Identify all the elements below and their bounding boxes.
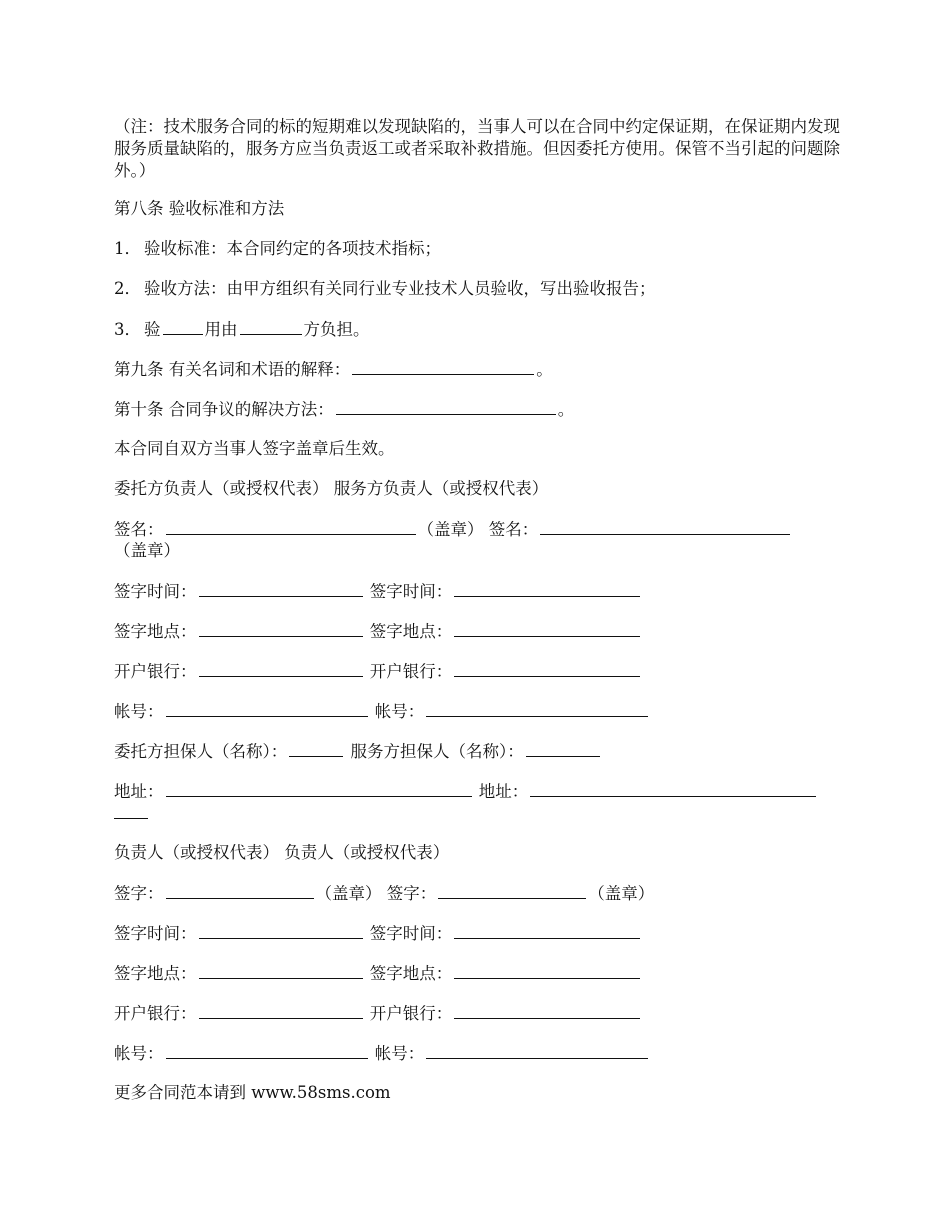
blank-line (426, 1042, 648, 1059)
guarantor-account-row (114, 1042, 650, 1065)
account-row (114, 700, 650, 723)
bank-row (114, 660, 642, 683)
signature-row (114, 518, 792, 541)
blank-line (426, 700, 648, 717)
item-number: 2． (114, 279, 141, 298)
account-label: 帐号： (114, 1044, 164, 1063)
sign-time-label: 签字时间： (369, 924, 453, 943)
blank-line (454, 922, 640, 939)
blank-line (199, 620, 363, 637)
period: 。 (536, 360, 553, 379)
address-label: 地址： (114, 782, 164, 801)
blank-line (199, 922, 363, 939)
blank-line (454, 620, 640, 637)
blank-line (540, 518, 790, 535)
sign-time-label: 签字时间： (114, 582, 197, 601)
blank-line (199, 580, 363, 597)
blank-line (526, 740, 600, 757)
effective-clause: 本合同自双方当事人签字盖章后生效。 (114, 439, 395, 458)
article-10-label: 第十条 合同争议的解决方法： (114, 400, 334, 419)
sign-name-label: 签名： (114, 520, 164, 539)
blank-line (454, 580, 640, 597)
item-number: 1． (114, 239, 141, 258)
guarantor-sign-place-row (114, 962, 642, 985)
item-text: 用由 (204, 320, 238, 339)
bank-label: 开户银行： (369, 1004, 453, 1023)
blank-line (454, 962, 640, 979)
bank-label: 开户银行： (114, 1004, 197, 1023)
article-8-title: 第八条 验收标准和方法 (114, 199, 285, 218)
blank-line (352, 358, 534, 375)
blank-line (199, 962, 363, 979)
article-8-item-3 (114, 318, 370, 341)
blank-line (166, 518, 416, 535)
guarantor-client-label: 委托方担保人（名称）： (114, 742, 288, 761)
article-9-label: 第九条 有关名词和术语的解释： (114, 360, 351, 379)
blank-line (454, 660, 640, 677)
item-text: 验收方法：由甲方组织有关同行业专业技术人员验收，写出验收报告； (144, 279, 656, 298)
account-label: 帐号： (374, 702, 425, 721)
guarantor-sign-time-row (114, 922, 642, 945)
seal-label: （盖章） (315, 884, 382, 903)
blank-line (166, 780, 472, 797)
blank-line (336, 398, 556, 415)
account-label: 帐号： (374, 1044, 425, 1063)
guarantor-sign-row (114, 882, 654, 905)
blank-line (454, 1002, 640, 1019)
parties-header: 委托方负责人（或授权代表） 服务方负责人（或授权代表） (114, 479, 549, 498)
item-text: 验 (144, 320, 161, 339)
blank-line (166, 1042, 368, 1059)
bank-label: 开户银行： (114, 662, 197, 681)
sign-name-label: 签名： (488, 520, 539, 539)
period: 。 (557, 400, 575, 419)
article-9 (114, 358, 553, 381)
footer-link-text: 更多合同范本请到 www.58sms.com (114, 1083, 391, 1102)
sign-label: 签字： (114, 884, 164, 903)
guarantor-row (114, 740, 602, 763)
address-label: 地址： (478, 782, 529, 801)
item-number: 3． (114, 320, 141, 339)
article-8-item-2 (114, 278, 656, 300)
blank-line (240, 318, 302, 335)
address-wrap (114, 802, 150, 825)
guarantor-bank-row (114, 1002, 642, 1025)
blank-line (166, 882, 314, 899)
blank-line (289, 740, 343, 757)
seal-wrap: （盖章） (114, 541, 180, 560)
article-8-item-1 (114, 238, 441, 260)
note-paragraph: （注：技术服务合同的标的短期难以发现缺陷的，当事人可以在合同中约定保证期，在保证期内发现服务质量缺陷的，服务方应当负责返工或者采取补救措施。但因委托方使用。保管不当引起的问题除外。） (114, 117, 840, 180)
blank-line (530, 780, 816, 797)
seal-label: （盖章） (588, 884, 655, 903)
blank-line (114, 802, 148, 819)
address-row (114, 780, 818, 803)
guarantor-service-label: 服务方担保人（名称）： (350, 742, 524, 761)
blank-line (199, 660, 363, 677)
sign-time-label: 签字时间： (114, 924, 197, 943)
sign-place-row (114, 620, 642, 643)
guarantor-header: 负责人（或授权代表） 负责人（或授权代表） (114, 843, 450, 862)
sign-time-row (114, 580, 642, 603)
sign-place-label: 签字地点： (369, 964, 453, 983)
account-label: 帐号： (114, 702, 164, 721)
sign-label: 签字： (386, 884, 437, 903)
item-text: 验收标准：本合同约定的各项技术指标； (144, 239, 441, 258)
sign-place-label: 签字地点： (369, 622, 453, 641)
sign-place-label: 签字地点： (114, 964, 197, 983)
sign-place-label: 签字地点： (114, 622, 197, 641)
sign-time-label: 签字时间： (369, 582, 453, 601)
blank-line (166, 700, 368, 717)
blank-line (199, 1002, 363, 1019)
bank-label: 开户银行： (369, 662, 453, 681)
blank-line (163, 318, 203, 335)
item-text: 方负担。 (303, 320, 370, 339)
article-10 (114, 398, 574, 421)
seal-label: （盖章） (417, 520, 484, 539)
blank-line (438, 882, 586, 899)
